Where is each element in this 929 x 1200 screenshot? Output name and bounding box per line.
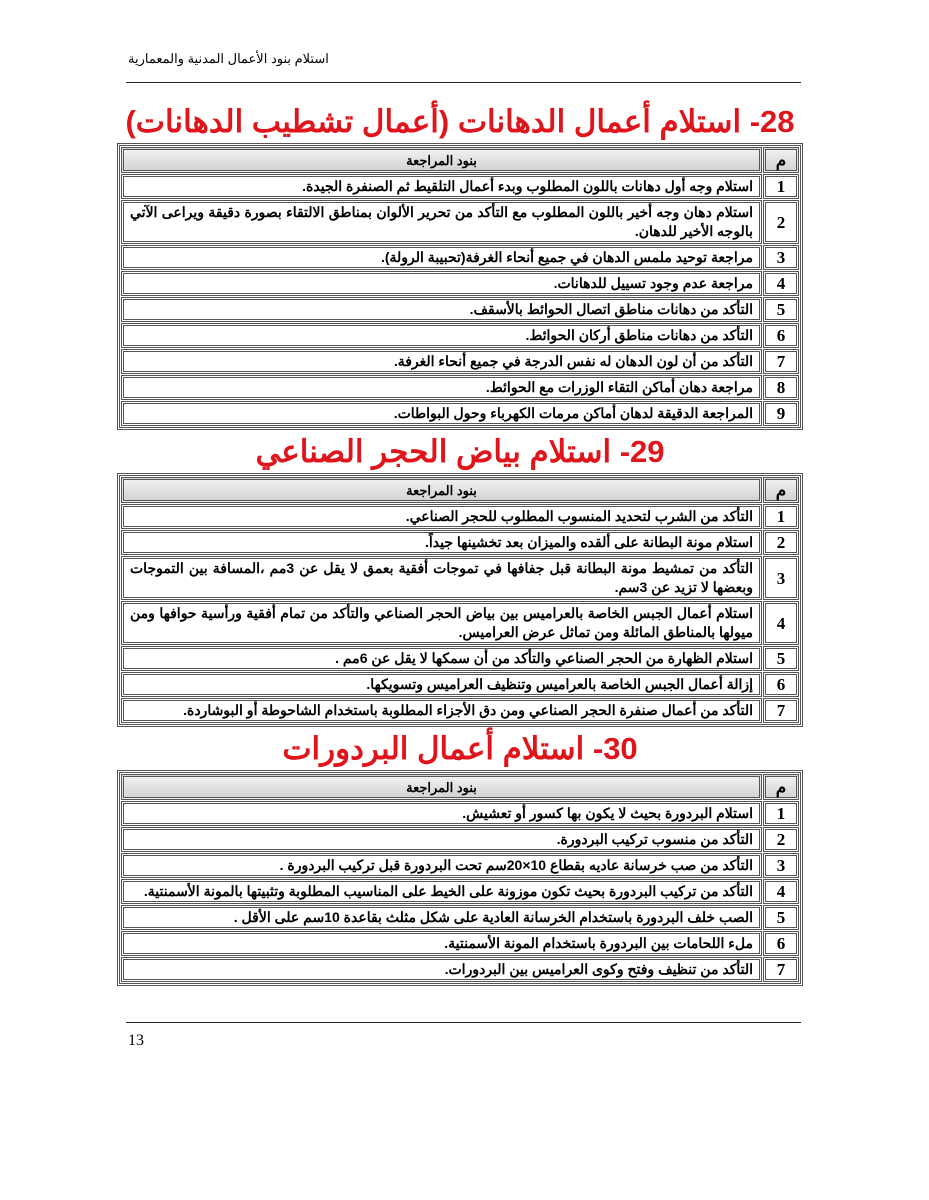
row-number: 8: [763, 375, 799, 400]
row-text: التأكد من صب خرسانة عاديه بقطاع 10×20سم تحت البردورة قبل تركيب البردورة .: [121, 853, 762, 878]
table-row: [121, 297, 799, 322]
row-number: 4: [763, 601, 799, 645]
column-header-items: بنود المراجعة: [121, 774, 762, 800]
row-text: التأكد من أن لون الدهان له نفس الدرجة في جميع أنحاء الغرفة.: [121, 349, 762, 374]
row-number: 3: [763, 853, 799, 878]
row-text: مراجعة دهان أماكن التقاء الوزرات مع الحوائط.: [121, 375, 762, 400]
row-text: التأكد من تنظيف وفتح وكوى العراميس بين البردورات.: [121, 957, 762, 982]
row-number: 3: [763, 245, 799, 270]
table-row: [121, 349, 799, 374]
row-text: التأكد من الشرب لتحديد المنسوب المطلوب للحجر الصناعي.: [121, 504, 762, 529]
row-number: 2: [763, 200, 799, 244]
row-text: التأكد من تركيب البردورة بحيث تكون موزونة على الخيط على المناسيب المطلوبة وتثبيتها بالمونة الأسمنتية.: [121, 879, 762, 904]
table-row: [121, 801, 799, 826]
row-text: استلام الظهارة من الحجر الصناعي والتأكد من أن سمكها لا يقل عن 6مم .: [121, 646, 762, 671]
row-number: 9: [763, 401, 799, 426]
section-title-30: 30- استلام أعمال البردورات: [282, 731, 638, 766]
table-row: [121, 931, 799, 956]
column-header-number: م: [763, 774, 799, 800]
row-text: التأكد من دهانات مناطق أركان الحوائط.: [121, 323, 762, 348]
footer-rule: [126, 1022, 801, 1023]
table-row: [121, 556, 799, 600]
column-header-number: م: [763, 477, 799, 503]
row-text: استلام مونة البطانة على ألقده والميزان بعد تخشينها جيداً.: [121, 530, 762, 555]
table-row: [121, 401, 799, 426]
row-text: الصب خلف البردورة باستخدام الخرسانة العادية على شكل مثلث بقاعدة 10سم على الأقل .: [121, 905, 762, 930]
row-text: المراجعة الدقيقة لدهان أماكن مرمات الكهرباء وحول البواطات.: [121, 401, 762, 426]
table-row: [121, 905, 799, 930]
row-number: 5: [763, 646, 799, 671]
table-row: [121, 323, 799, 348]
row-text: التأكد من أعمال صنفرة الحجر الصناعي ومن دق الأجزاء المطلوبة باستخدام الشاحوطة أو البوشاردة.: [121, 698, 762, 723]
row-number: 7: [763, 957, 799, 982]
table-row: [121, 174, 799, 199]
table-row: [121, 271, 799, 296]
row-text: إزالة أعمال الجبس الخاصة بالعراميس وتنظيف العراميس وتسويكها.: [121, 672, 762, 697]
table-header-row: [121, 147, 799, 173]
row-text: استلام أعمال الجبس الخاصة بالعراميس بين بياض الحجر الصناعي والتأكد من تمام أفقية ورأسية حوافها ومن ميولها بالمناطق المائلة ومن تماثل عرض العراميس.: [121, 601, 762, 645]
table-row: [121, 375, 799, 400]
page-number: 13: [128, 1032, 144, 1049]
table-row: [121, 530, 799, 555]
row-number: 2: [763, 827, 799, 852]
column-header-items: بنود المراجعة: [121, 147, 762, 173]
row-number: 6: [763, 931, 799, 956]
row-number: 1: [763, 174, 799, 199]
table-row: [121, 245, 799, 270]
table-header-row: [121, 774, 799, 800]
table-row: [121, 827, 799, 852]
table-row: [121, 853, 799, 878]
row-text: مراجعة توحيد ملمس الدهان في جميع أنحاء الغرفة(تحبيبة الرولة).: [121, 245, 762, 270]
row-number: 4: [763, 271, 799, 296]
checklist-table-30: [117, 770, 803, 986]
table-row: [121, 672, 799, 697]
table-header-row: [121, 477, 799, 503]
row-number: 1: [763, 504, 799, 529]
checklist-table-28: [117, 143, 803, 430]
row-text: استلام وجه أول دهانات باللون المطلوب وبدء أعمال التلقيط ثم الصنفرة الجيدة.: [121, 174, 762, 199]
row-text: مراجعة عدم وجود تسييل للدهانات.: [121, 271, 762, 296]
row-number: 4: [763, 879, 799, 904]
row-number: 1: [763, 801, 799, 826]
running-header: استلام بنود الأعمال المدنية والمعمارية: [128, 51, 329, 66]
table-row: [121, 646, 799, 671]
table-row: [121, 601, 799, 645]
checklist-table-29: [117, 473, 803, 727]
row-text: ملء اللحامات بين البردورة باستخدام المونة الأسمنتية.: [121, 931, 762, 956]
table-row: [121, 698, 799, 723]
row-number: 3: [763, 556, 799, 600]
row-number: 7: [763, 698, 799, 723]
section-title-29: 29- استلام بياض الحجر الصناعي: [255, 434, 665, 469]
table-row: [121, 879, 799, 904]
row-number: 6: [763, 672, 799, 697]
row-number: 7: [763, 349, 799, 374]
row-text: استلام دهان وجه أخير باللون المطلوب مع التأكد من تحرير الألوان بمناطق الالتقاء بصورة دقيقة ويراعى الآتي بالوجه الأخير للدهان.: [121, 200, 762, 244]
page-footer: [0, 1014, 929, 1090]
row-text: التأكد من منسوب تركيب البردورة.: [121, 827, 762, 852]
column-header-items: بنود المراجعة: [121, 477, 762, 503]
column-header-number: م: [763, 147, 799, 173]
row-number: 5: [763, 297, 799, 322]
row-number: 6: [763, 323, 799, 348]
row-text: استلام البردورة بحيث لا يكون بها كسور أو تعشيش.: [121, 801, 762, 826]
table-row: [121, 957, 799, 982]
table-row: [121, 200, 799, 244]
table-row: [121, 504, 799, 529]
header-rule: [126, 82, 801, 83]
row-number: 5: [763, 905, 799, 930]
page-content: [117, 0, 803, 1014]
row-number: 2: [763, 530, 799, 555]
section-title-28: 28- استلام أعمال الدهانات (أعمال تشطيب الدهانات): [125, 104, 795, 139]
row-text: التأكد من تمشيط مونة البطانة قبل جفافها في تموجات أفقية بعمق لا يقل عن 3مم ،المسافة بين التموجات وبعضها لا تزيد عن 3سم.: [121, 556, 762, 600]
row-text: التأكد من دهانات مناطق اتصال الحوائط بالأسقف.: [121, 297, 762, 322]
